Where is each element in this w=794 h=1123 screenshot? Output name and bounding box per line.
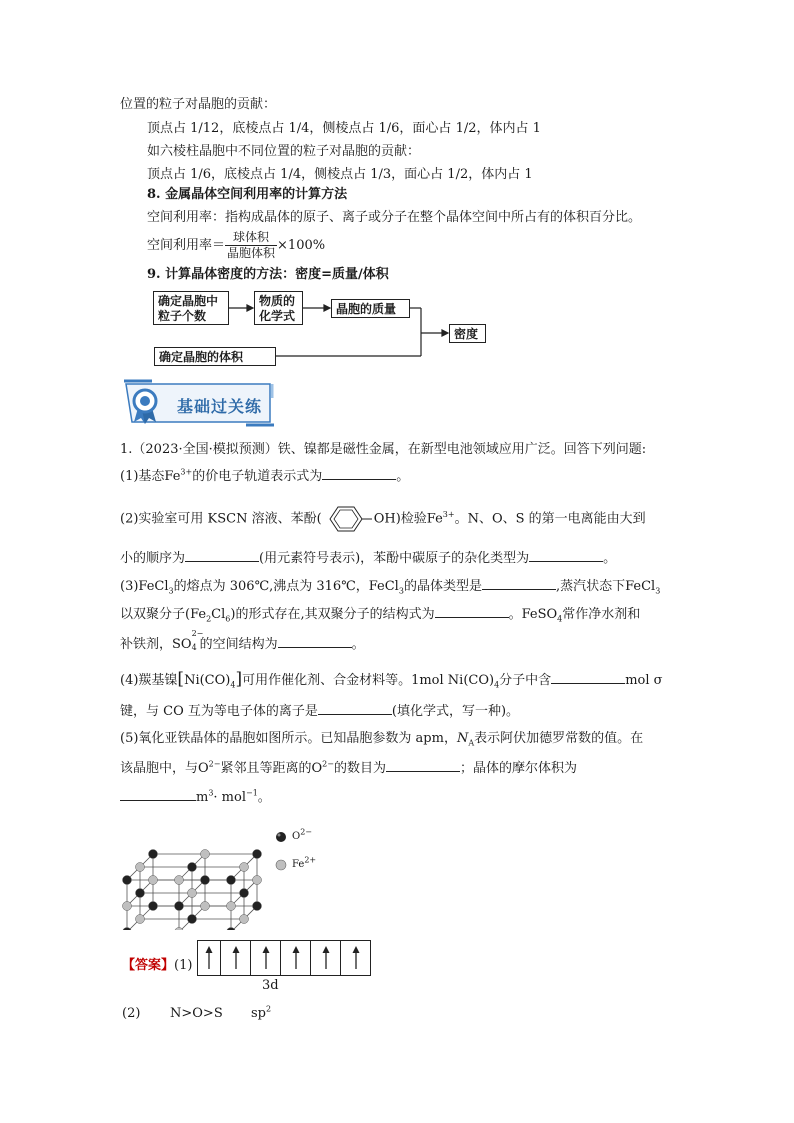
spin-up-arrow-icon — [351, 946, 361, 970]
answer-label: 【答案】 — [122, 958, 175, 973]
text-line: 顶点占 1/6，底棱点占 1/4，侧棱点占 1/3，面心占 1/2，体内占 1 — [147, 167, 533, 182]
text: )检验Fe — [395, 511, 443, 527]
text: Cl — [211, 607, 226, 622]
section-heading: 8. 金属晶体空间利用率的计算方法 — [147, 187, 348, 202]
flow-box-mass: 晶胞的质量 — [331, 299, 410, 318]
text: 紧邻且等距离的O — [220, 761, 323, 776]
answer-blank[interactable] — [529, 548, 603, 562]
flow-box-particle-count — [153, 291, 229, 325]
text: 的晶体类型是 — [403, 579, 482, 594]
oxygen-ion — [240, 889, 249, 898]
subscript: 4 — [557, 614, 563, 624]
text: 键，与 CO 互为等电子体的离子是 — [120, 704, 318, 719]
oxygen-ion — [188, 863, 197, 872]
answer-part-2 — [122, 1005, 140, 1023]
oxygen-ion-marker — [274, 830, 288, 844]
text: 。 — [603, 551, 617, 566]
fraction-denominator: 晶胞体积 — [227, 246, 276, 260]
avogadro-symbol: N — [456, 731, 469, 746]
subscript: 6 — [225, 614, 231, 624]
orbital-label: 3d — [262, 978, 279, 993]
orbital-box — [198, 941, 221, 975]
answer-blank[interactable] — [278, 634, 352, 648]
subscript: 3 — [398, 586, 404, 596]
iron-ion — [240, 915, 249, 924]
question-part-3-cont — [120, 604, 640, 624]
spin-up-arrow-icon — [231, 946, 241, 970]
orbital-diagram — [197, 940, 371, 976]
text: )的形式存在,其双聚分子的结构式为 — [230, 607, 435, 622]
oxygen-ion — [253, 850, 262, 859]
answer-blank[interactable] — [435, 604, 509, 618]
medal-icon — [134, 390, 156, 424]
question-stem: 1.（2023·全国·模拟预测）铁、镍都是磁性金属，在新型电池领域应用广泛。回答下列问题: — [120, 442, 647, 457]
answer-blank[interactable] — [482, 576, 556, 590]
iron-ion — [149, 876, 158, 885]
question-part-2 — [120, 505, 646, 533]
answer-blank[interactable] — [551, 670, 625, 684]
iron-ion — [253, 876, 262, 885]
flow-box-volume: 确定晶胞的体积 — [154, 347, 276, 366]
oxygen-ion — [175, 902, 184, 911]
text: ,蒸汽状态下FeCl — [555, 579, 656, 594]
text: (4)羰基镍 — [120, 673, 178, 688]
legend-oxygen — [292, 828, 312, 846]
bracket-left: [ — [177, 669, 185, 689]
section-heading: 9. 计算晶体密度的方法：密度=质量/体积 — [147, 267, 389, 282]
text: sp — [251, 1006, 266, 1021]
text: 。N、O、S 的第一电离能由大到 — [454, 511, 646, 527]
text: ；晶体的摩尔体积为 — [459, 761, 577, 776]
superscript: 2− — [300, 827, 312, 837]
spin-up-arrow-icon — [321, 946, 331, 970]
formula-prefix: 空间利用率＝ — [147, 238, 226, 253]
question-part-2-cont — [120, 548, 616, 568]
text: 该晶胞中，与O — [120, 761, 209, 776]
text: 表示阿伏加德罗常数的值。在 — [474, 731, 644, 746]
crystal-cell-figure — [115, 800, 275, 930]
text: 。FeSO — [508, 607, 558, 622]
oxygen-ion — [149, 902, 158, 911]
orbital-box — [251, 941, 281, 975]
iron-ion — [188, 889, 197, 898]
superscript: 3 — [208, 788, 214, 798]
flow-box-density: 密度 — [449, 324, 486, 343]
text: 。 — [351, 637, 365, 652]
text: m — [196, 790, 209, 805]
subscript: 2 — [206, 614, 212, 624]
flowchart-connectors — [0, 0, 794, 380]
iron-ion — [175, 928, 184, 931]
text: (填化学式，写一种)。 — [391, 704, 520, 719]
flow-box-formula — [254, 291, 303, 325]
subscript: 3 — [655, 586, 661, 596]
oxygen-ion — [253, 902, 262, 911]
answer-blank[interactable] — [322, 466, 396, 480]
iron-ion — [136, 863, 145, 872]
question-part-4 — [120, 670, 663, 690]
question-part-5-cont — [120, 758, 577, 778]
text: (3)FeCl — [120, 579, 169, 594]
flow-box-text: 确定晶胞中 — [158, 294, 219, 308]
orbital-box — [341, 941, 370, 975]
oxygen-ion — [227, 876, 236, 885]
iron-ion — [240, 863, 249, 872]
section-banner — [122, 378, 276, 430]
flow-box-text: 粒子个数 — [158, 309, 207, 323]
spin-up-arrow-icon — [204, 946, 214, 970]
text: (2)实验室可用 KSCN 溶液、苯酚( — [120, 511, 322, 527]
iron-ion — [123, 902, 132, 911]
text: 的数目为 — [333, 761, 386, 776]
oxygen-ion — [227, 928, 236, 931]
iron-ion — [201, 902, 210, 911]
text: (2) — [122, 1006, 141, 1021]
flow-box-text: 化学式 — [259, 309, 296, 323]
text-line: 顶点占 1/12，底棱点占 1/4，侧棱点占 1/6，面心占 1/2，体内占 1 — [147, 121, 541, 136]
text: Ni(CO) — [184, 673, 231, 688]
text: (1)基态Fe — [120, 469, 181, 484]
question-part-1 — [120, 466, 409, 486]
spin-up-arrow-icon — [291, 946, 301, 970]
iron-ion — [227, 902, 236, 911]
oxygen-ion — [123, 876, 132, 885]
banner-title: 基础过关练 — [177, 397, 263, 416]
answer-blank[interactable] — [120, 787, 196, 801]
text-line: 空间利用率：指构成晶体的原子、离子或分子在整个晶体空间中所占有的体积百分比。 — [147, 210, 642, 225]
text-line: 如六棱柱晶胞中不同位置的粒子对晶胞的贡献： — [147, 144, 421, 159]
question-part-5 — [120, 730, 643, 748]
superscript: 2− — [208, 759, 221, 769]
answer-hybridization — [251, 1005, 271, 1023]
text: 分子中含 — [499, 673, 552, 688]
orbital-box — [281, 941, 311, 975]
iron-ion — [201, 850, 210, 859]
iron-ion — [175, 876, 184, 885]
superscript: 2− — [322, 759, 334, 769]
oxygen-ion — [188, 915, 197, 924]
orbital-box — [221, 941, 251, 975]
hydroxyl-label: OH — [373, 511, 396, 527]
text: Fe — [292, 859, 305, 870]
superscript: −1 — [246, 788, 258, 798]
superscript: 2 — [266, 1004, 272, 1014]
text: 的价电子轨道表示式为 — [192, 469, 323, 484]
text-line: 位置的粒子对晶胞的贡献： — [120, 97, 277, 112]
text: · mol — [213, 790, 246, 805]
spin-up-arrow-icon — [261, 946, 271, 970]
answer-blank[interactable] — [386, 758, 460, 772]
subscript: 4 — [494, 680, 500, 690]
question-part-4-cont — [120, 701, 519, 721]
text: 。 — [257, 790, 271, 805]
bracket-right: ] — [235, 669, 243, 689]
question-part-3-cont2 — [120, 629, 365, 654]
text: O — [292, 831, 301, 842]
text: 常作净水剂和 — [562, 607, 641, 622]
text: 的熔点为 306℃,沸点为 316℃，FeCl — [173, 579, 399, 594]
legend-iron — [292, 856, 316, 874]
text: 。 — [396, 469, 410, 484]
answer-blank[interactable] — [185, 548, 259, 562]
oxygen-ion — [201, 876, 210, 885]
text: mol σ — [625, 673, 663, 688]
answer-line — [122, 957, 192, 975]
fraction-numerator: 球体积 — [225, 230, 277, 246]
oxygen-ion — [149, 850, 158, 859]
answer-blank[interactable] — [318, 701, 392, 715]
oxygen-ion — [123, 928, 132, 931]
text: 以双聚分子(Fe — [120, 607, 207, 622]
text: 小的顺序为 — [120, 551, 186, 566]
text: 的空间结构为 — [199, 637, 278, 652]
formula-suffix: ×100% — [277, 238, 326, 253]
superscript: 3+ — [180, 467, 193, 477]
oxygen-ion — [136, 889, 145, 898]
text: (用元素符号表示)，苯酚中碳原子的杂化类型为 — [259, 551, 530, 566]
flow-box-text: 物质的 — [259, 294, 296, 308]
text: 可用作催化剂、合金材料等。1mol Ni(CO) — [242, 673, 495, 688]
orbital-box — [311, 941, 341, 975]
subscript: 4 — [230, 680, 236, 690]
text: 补铁剂，SO — [120, 637, 192, 652]
superscript: 3+ — [442, 510, 455, 520]
benzene-ring-icon — [322, 505, 374, 533]
subscript: 3 — [168, 586, 174, 596]
iron-ion-marker — [274, 858, 288, 872]
question-part-3 — [120, 576, 660, 596]
subscript: A — [468, 738, 475, 748]
iron-ion — [136, 915, 145, 924]
answer-ionization-order: N>O>S — [170, 1006, 223, 1021]
sulfate-charge: 2− 4 — [191, 629, 204, 652]
text: (1) — [174, 958, 193, 973]
text: (5)氧化亚铁晶体的晶胞如图所示。已知晶胞参数为 apm， — [120, 731, 457, 746]
superscript: 2+ — [304, 855, 317, 865]
